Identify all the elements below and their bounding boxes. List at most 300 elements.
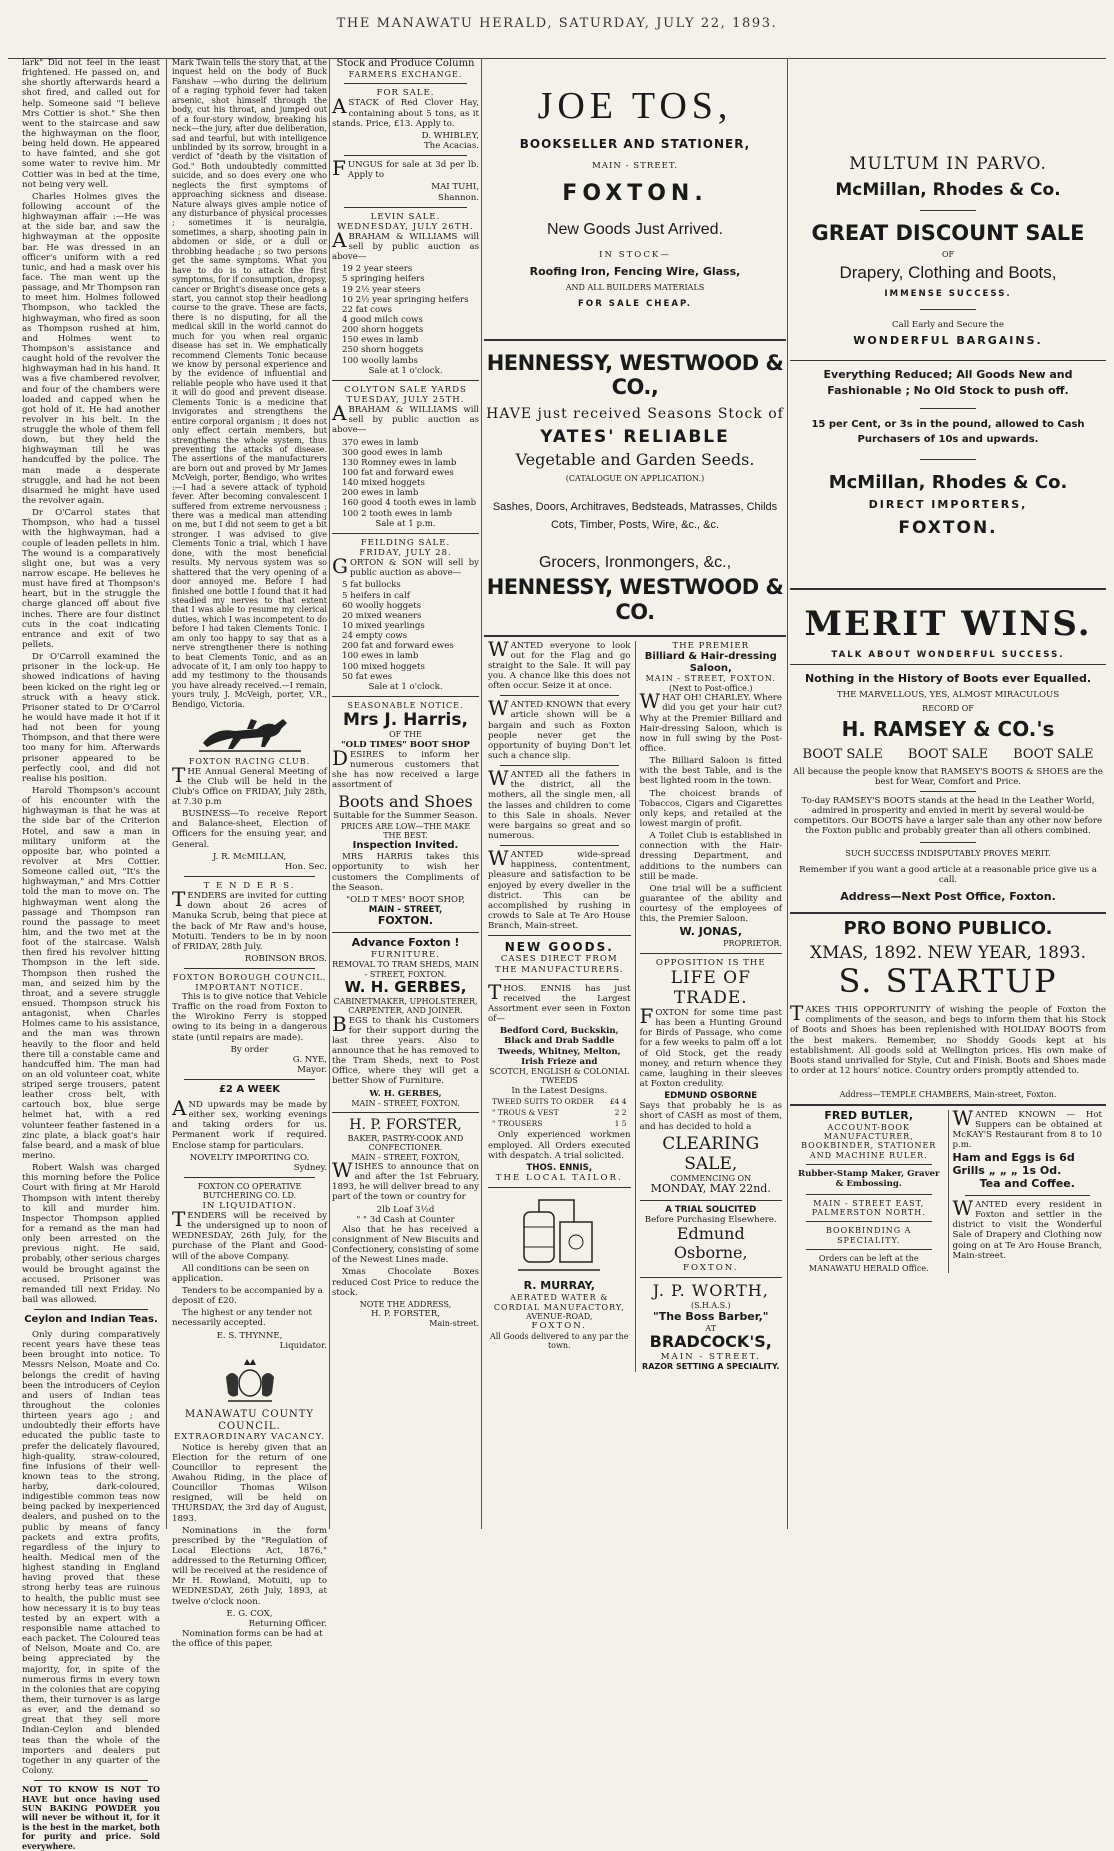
new-goods-heading: NEW GOODS.: [504, 940, 614, 955]
lot-item: 20 mixed weaners: [342, 610, 422, 621]
column-rule: [481, 58, 482, 1529]
startup-heading: S. STARTUP: [838, 962, 1058, 1001]
avenue-road: AVENUE-ROAD,: [526, 1311, 593, 1321]
seeds-heading: Vegetable and Garden Seeds.: [515, 449, 755, 469]
divider: [332, 533, 479, 534]
divider: [790, 360, 1106, 361]
butler-address: MAIN - STREET EAST, PALMERSTON NORTH.: [811, 1198, 926, 1217]
lot-item: 100 ewes in lamb: [342, 651, 419, 662]
for-sale-heading: FOR SALE.: [376, 88, 435, 99]
county-notice: Notice is hereby given that an Election for the return of one Councillor to represent the Awahou Riding, in the place of Councillor Thomas Wilson resigned, will be held on THURSDAY, the 3rd day of August, 1893.: [172, 1442, 327, 1524]
county-subheading: EXTRAORDINARY VACANCY.: [174, 1432, 325, 1443]
divider: [344, 155, 467, 156]
merit-wins-heading: MERIT WINS.: [804, 603, 1092, 644]
boot-sale-label: BOOT SALE: [907, 747, 989, 763]
lot-item: 4 good milch cows: [342, 315, 423, 326]
harris-notice: DESIRES to inform her numerous customers that she has now received a large assortment of: [332, 746, 479, 791]
nothing-equalled: Nothing in the History of Boots ever Equalled.: [804, 672, 1092, 686]
hay-ad: ASTACK of Red Clover Hay, containing about 5 tons, as it stands. Price, £13. Apply to.: [332, 94, 479, 129]
foxton-label: FOXTON.: [531, 1321, 587, 1332]
lot-item: 370 ewes in lamb: [342, 437, 419, 448]
gerbes-notice: BEGS to thank his Customers for their support during the last three years. Also to announce that he has removed to the Tram Sheds, next to Post Office, where they will get a better Show of Furniture.: [332, 1011, 479, 1087]
racing-notice: THE Annual General Meeting of the Club will be held in the Club's Office on FRIDAY, July 28th, at 7.30 p.m: [172, 762, 327, 808]
opposition-label: OPPOSITION IS THE: [655, 957, 766, 968]
trial-solicited: A TRIAL SOLICITED: [665, 1205, 757, 1216]
article-paragraph: Dr O'Carrol states that Thompson, who had a tussel with the highwayman, had a couple of leaden pellets in him. The wound is a comparatively slight one, but was a very narrow escape. He believes he must have fired at Thompson's heart, but in the struggle the charge glanced off about five inches. There are four distinct cuts in the coat indicating entrance and exit of two pellets.: [22, 508, 160, 651]
divider: [806, 1194, 932, 1195]
grills-price: Grills „ „ „ 1s Od.: [952, 1164, 1062, 1178]
scotch-line: SCOTCH, ENGLISH & COLONIAL TWEEDS: [489, 1066, 630, 1086]
divider: [920, 459, 976, 460]
inspection-heading: Inspection Invited.: [352, 840, 459, 852]
sale-time: Sale at 1 o'clock.: [368, 365, 443, 376]
county-notice: Nomination forms can be had at the office of this paper.: [172, 1629, 323, 1650]
commencing-label: COMMENCING ON: [670, 1173, 752, 1183]
billiard-address: MAIN - STREET, FOXTON.: [645, 674, 776, 684]
bookseller-label: BOOKSELLER AND STATIONER,: [519, 136, 751, 151]
clements-tonic-article: Mark Twain tells the story that, at the inquest held on the body of Buck Fanshaw —who during the delirium of a raging typhoid fever had taken arsenic, shot himself through the body, cut his throat, and jumped out of a four-story window, breaking his neck—the jury, after due deliberation, sad and tearful, but with intelligence unblinded by its sorrow, brought in a verdict of "death by the visitation of God." Both undoubtedly committed suicide, and so does every one who neglects the first symptoms of approaching sickness and disease. Nature always gives ample notice of any disturbance of physical processes ; sometimes it is neuralgia, sometimes, a sharp, shooting pain in abdomen or side, or a dull or throbbing headache ; so two persons get the same symptoms. What you have to do is to attack the first symptoms, for if consumption, dropsy, cancer or Bright's disease once gets a start, you cannot stop their headlong course to the grave. These are facts, there is no disputing, for all the medical skill in the world cannot do much for you when real organic disease has set in. We emphatically recommend Clements Tonic because we know by personal experience and by the evidence of influential and reliable people who have used it that it will do good and prevent disease. Clements Tonic is a medicine that invigorates and strengthens the entire corporal organism ; it does not only effect certain members, but strengthens the whole system, thus preventing the attacks of disease. The assertions of the manufacturers are born out and proved by Mr James McVeigh, porter, Bendigo, who writes :—I had a severe attack of typhoid fever. After becoming convalescent I suffered from extreme nervousness ; there was a medical man attending on me, but I did not seem to get a bit stronger. I was advised to give Clements Tonic a trial, which I have done, with the most beneficial results. My nervous system was so shattered that the very opening of a door annoyed me. Before I had finished one bottle I found that it had steadied my nerves to that extent that I was able to resume my clerical duties, which I was incompetent to do before I had taken Clements Tonic. I am only too happy to say that as a nerve strengthener there is nothing to beat Clements Tonic, and as an advocate of it, I am only too happy to add my testimony to the thousands you have already received.—I remain, yours truly, J. McVeigh, porter, V.R., Bendigo, Victoria.: [172, 58, 327, 709]
lot-item: 19 2½ year steers: [342, 284, 421, 295]
worth-heading: J. P. WORTH,: [652, 1281, 769, 1301]
billiard-notice: One trial will be a sufficient guarantee of the ability and courtesy of the employees of this, the Premier Saloon.: [639, 883, 782, 925]
ham-and-eggs: Ham and Eggs is 6d: [952, 1151, 1075, 1165]
coop-notice: All conditions can be seen on application.: [172, 1263, 310, 1284]
column-rule: [329, 58, 330, 1529]
lot-item: 250 shorn hoggets: [342, 345, 424, 356]
tenders-heading: T E N D E R S.: [203, 881, 296, 892]
left-ads: [484, 636, 636, 1372]
account-book-label: ACCOUNT-BOOK MANUFACTURER, BOOKBINDER, STATIONER AND MACHINE RULER.: [801, 1122, 937, 1160]
feilding-date: FRIDAY, JULY 28.: [359, 548, 452, 558]
immense-success: IMMENSE SUCCESS.: [884, 289, 1012, 300]
right-ads: [636, 641, 787, 1372]
divider: [184, 1177, 315, 1178]
levin-auction: ABRAHAM & WILLIAMS will sell by public auction as above—: [332, 227, 479, 263]
aerated-water-machine-icon: [514, 1192, 604, 1278]
bookbinding-label: BOOKBINDING A SPECIALITY.: [826, 1226, 912, 1245]
signature: ROBINSON BROS.: [244, 954, 327, 965]
forster-notice: Also that he has received a consignment of New Biscuits and Confectionery, consisting of some of the Newest Lines made.: [332, 1224, 479, 1266]
by-order: By order: [230, 1044, 269, 1055]
table-row: [490, 1109, 629, 1118]
column-3: [332, 58, 479, 1529]
in-stock-label: IN STOCK—: [599, 249, 671, 260]
signature-title: Sydney.: [293, 1162, 327, 1173]
wanted-ad: WANTED KNOWN that every article shown will be a bargain and such as Foxton people never get the opportunity of buying Don't let such a chance slip.: [488, 696, 631, 762]
divider: [500, 979, 619, 980]
divider: [500, 765, 619, 766]
colyton-date: TUESDAY, JULY 25TH.: [346, 395, 465, 406]
premier-label: THE PREMIER: [672, 640, 750, 651]
divider: [332, 380, 479, 381]
delivery-note: All Goods delivered to any par the town.: [489, 1331, 629, 1350]
masthead: THE MANAWATU HERALD, SATURDAY, JULY 22, 1893.: [336, 16, 778, 31]
fungus-ad: FUNGUS for sale at 3d per lb. Apply to: [332, 156, 479, 181]
divider: [184, 1079, 315, 1080]
ramsey-notice: To-day RAMSEY'S BOOTS stands at the head in the Leather World, admired in prosperity and envied in merit by several would-be competitors. Our BOOTS have a larger sale than any other now before the Foxton public and probably greater than all others combined.: [793, 795, 1103, 837]
signature-title: Liquidator.: [279, 1340, 327, 1351]
table-cell: 2 2: [614, 1107, 627, 1117]
article-paragraph: Only during comparatively recent years have these teas been brought into notice. To Messrs Nelson, Moate and Co. belongs the credit of having been the introducers of Ceylon and users of Indian teas throughout the colonies thirteen years ago ; and undoubtedly their efforts have educated the public taste to prefer the delicately flavoured, high-quality, straw-coloured, fine infusions of their well-known teas to the strong, harby, dark-coloured, indigestible common teas now being packed by inexperienced dealers, and pushed on to the public by means of fancy packets and extra profits, regardless of the injury to health. Medical men of the highest standing in England having proved that these strong herby teas are ruinous to health, the public must see how necessary it is to buy teas tested by an expert with a responsible name attached to each packet. The Coloured teas of Nelson, Moate and Co. are being appreciated by the majority, for, in spite of the numerous firms in every town in the colonies that are copying them, their turnover is as large as ever, and the demand so great that they sell more Indian-Ceylon and blended teas than the whole of the importers and dealers put together in any quarter of the Colony.: [22, 1329, 160, 1776]
wanted-every-ad: WANTED every resident in Foxton and settler in the district to visit the Wonderful Sale of Drapery and Clothing now going on at Te Aro House Branch, Main-street.: [952, 1196, 1102, 1261]
ennis-notice: THOS. ENNIS has just received the Largest Assortment ever seen in Foxton of—: [488, 979, 631, 1025]
signature: J. R. McMILLAN,: [212, 851, 287, 862]
lower-ads: [484, 636, 786, 1372]
table-row: [490, 1098, 629, 1107]
pro-bono-heading: PRO BONO PUBLICO.: [843, 918, 1053, 940]
colyton-heading: COLYTON SALE YARDS: [344, 384, 467, 395]
razor-note: RAZOR SETTING A SPECIALITY.: [642, 1362, 780, 1372]
before-purchasing: Before Purchasing Elsewhere.: [644, 1215, 777, 1226]
divider: [790, 588, 1106, 590]
wanted-ad: WANTED everyone to look out for the Flag and go straight to the Sale. It will pay you. A chance like this does not often occur. Seize it at once.: [488, 636, 631, 692]
call-early: Call Early and Secure the: [892, 320, 1004, 331]
fabrics-line: Bedford Cord, Buckskin, Black and Drab Saddle Tweeds, Whitney, Melton, Irish Frieze and: [497, 1026, 621, 1067]
coop-notice: The highest or any tender not necessarily accepted.: [172, 1308, 313, 1329]
ramsey-address: Address—Next Post Office, Foxton.: [840, 890, 1056, 904]
billiard-notice: WHAT OH! CHARLEY. Where did you get your hair cut? Why at the Premier Billiard and Hair-dressing Saloon, which is now in full swing by the Post-office.: [639, 689, 782, 754]
coop-notice: Tenders to be accompanied by a deposit of £20.: [172, 1285, 323, 1307]
harris-heading: Mrs J. Harris,: [343, 710, 468, 731]
feilding-heading: FEILDING SALE.: [360, 537, 451, 548]
borough-notice: This is to give notice that Vehicle Traffic on the road from Foxton to the Wirokino Ferry is stopped owing to its being in a dangerous state (until repairs are made).: [172, 992, 327, 1043]
divider: [965, 1195, 1091, 1196]
royal-crest-icon: [220, 1355, 280, 1405]
lot-item: 150 ewes in lamb: [342, 335, 419, 346]
osborne-heading: EDMUND OSBORNE: [664, 1091, 758, 1102]
divider: [806, 1221, 932, 1222]
removal-notice: REMOVAL TO TRAM SHEDS, MAIN - STREET, FOXTON.: [332, 960, 479, 979]
of-the: OF THE: [389, 730, 422, 740]
column-2: [172, 58, 327, 1650]
county-notice: Nominations in the form prescribed by the "Regulation of Local Elections Act, 1876," addressed to the Returning Officer, will be received at the residence of Mr H. Rowland, Motuiti, up to WEDNESDAY, 26th July, 1893, at twelve o'clock noon.: [172, 1525, 327, 1607]
divider: [500, 845, 619, 846]
seasonable-heading: SEASONABLE NOTICE.: [347, 700, 464, 710]
stock-column-heading: Stock and Produce Column: [336, 58, 475, 69]
colyton-auction: ABRAHAM & WILLIAMS will sell by public auction as above—: [332, 401, 479, 436]
foxton-label: FOXTON.: [377, 914, 434, 928]
loaf-price: 2lb Loaf 3½d: [376, 1204, 435, 1215]
table-cell: £4 4: [609, 1096, 627, 1106]
signature-title: The Acacias.: [423, 140, 479, 151]
table-cell: " TROUS & VEST: [492, 1107, 559, 1117]
lot-item: 10 mixed yearlings: [342, 620, 425, 631]
divider: [640, 1277, 783, 1278]
direct-importers: DIRECT IMPORTERS,: [868, 497, 1028, 511]
monday-date: MONDAY, MAY 22nd.: [650, 1182, 771, 1196]
forster-address: MAIN - STREET, FOXTON,: [351, 1152, 460, 1162]
divider: [920, 309, 976, 310]
advance-heading: Advance Foxton !: [351, 936, 460, 950]
article-paragraph: Charles Holmes gives the following account of the highwayman affair :—He was at the side bar, and saw the highwayman at the opposite bar. He was dressed in an officer's uniform with a red tunic, and had a mask over his face. The man went up the passage, and Mr Thompson ran to meet him. Holmes followed Thompson, who tackled the highwayman, who fired as soon as Thompson rushed at him, and Holmes went to Thompson's assistance and caught hold of the revolver the highwayman had in his hand. It was a five chambered revolver, and four of the chambers were loaded and capped when he got hold of it. He had another revolver in his belt. In the struggle the whole of them fell down, but they held the highwayman till he was handcuffed by the police. The man made a desperate struggle, and had he not been disarmed he might have used the revolver again.: [22, 191, 160, 507]
lot-item: 100 2 tooth ewes in lamb: [342, 508, 453, 519]
hennessy-heading: HENNESSY, WESTWOOD & CO.,: [486, 350, 784, 400]
foxton-label: FOXTON.: [898, 517, 998, 538]
ennis-notice: Only experienced workmen employed. All Orders executed with despatch. A trial solicited.: [488, 1130, 631, 1161]
divider: [332, 932, 479, 933]
main-street: MAIN - STREET,: [368, 904, 443, 915]
lot-item: 200 ewes in lamb: [342, 488, 419, 499]
divider: [806, 1249, 932, 1250]
lot-item: 100 woolly lambs: [342, 355, 418, 366]
ennis-signature: THOS. ENNIS,: [526, 1162, 593, 1173]
divider: [920, 842, 976, 843]
discount-offer: 15 per Cent, or 3s in the pound, allowed to Cash Purchasers of 10s and upwards.: [811, 418, 1085, 445]
loaf-price: " " 3d Cash at Counter: [356, 1214, 455, 1225]
remember-line: Remember if you want a good article at a reasonable price give us a call.: [799, 864, 1097, 885]
lot-item: 24 empty cows: [342, 631, 408, 642]
divider: [500, 695, 619, 696]
boss-barber: "The Boss Barber,": [652, 1309, 769, 1323]
sale-cheap: FOR SALE CHEAP.: [578, 298, 692, 309]
ramsey-notice: All because the people know that RAMSEY'S BOOTS & SHOES are the best for Wear, Comfort and Price.: [793, 766, 1103, 787]
aerated-label: AERATED WATER & CORDIAL MANUFACTORY,: [493, 1293, 625, 1312]
article-paragraph: Harold Thompson's account of his encounter with the highwayman is that he was at the side bar of the Criterion Hotel, and saw a man in military uniform at the opposite bar, who pointed a revolver at Mrs Cottier. Someone called out, "It's the highwayman," and Mrs Cottier told the man to move on. The highwayman went along the passage and Thompson ran round the passage to meet him, and the two met at the foot of the staircase. Walsh then fired his revolver hitting Thompson in the left side. Thompson then rushed the man, and seized him by the throat, and a severe struggle ensued. Thompson struck his antagonist, when Charles Holmes came to his assistance, and the man was thrown heavily to the floor and held there till a constable came and handcuffed him. The man had on an old volunteer coat, white striped serge trousers, patent leather cross belt, with cartouch box, blue serge helmet hat, with a red volunteer feather fastened in a zinc plate, a black goat's hair false beard, and a mask of blue merino.: [22, 785, 160, 1162]
gerbes-heading: W. H. GERBES,: [344, 978, 467, 997]
feilding-lot-list: [332, 580, 479, 681]
divider: [344, 83, 467, 84]
signature: E. G. COX,: [226, 1608, 273, 1619]
record-of: RECORD OF: [922, 704, 974, 714]
lot-item: 100 fat and forward ewes: [342, 468, 454, 479]
billiard-notice: The Billiard Saloon is fitted with the best Table, and is the best lighted room in the town.: [639, 756, 782, 787]
billiard-notice: A Toilet Club is established in connection with the Hair-dressing Department, and additions to the numbers can still be made.: [639, 831, 782, 882]
boot-sale-label: BOOT SALE: [1013, 747, 1094, 763]
table-cell: TWEED SUITS TO ORDER: [492, 1096, 594, 1106]
lot-item: 200 shorn hoggets: [342, 325, 424, 336]
forster-notice: Xmas Chocolate Boxes reduced Cost Price to reduce the stock.: [332, 1267, 479, 1298]
week-notice: AND upwards may be made by either sex, working evenings and taking orders for us. Permanent work if required. Enclose stamp for particulars.: [172, 1095, 327, 1151]
gerbes-address: MAIN - STREET, FOXTON.: [351, 1098, 460, 1108]
everything-reduced: Everything Reduced; All Goods New and Fashionable ; No Old Stock to push off.: [823, 367, 1073, 398]
latest-designs: In the Latest Designs.: [511, 1085, 608, 1096]
divider: [488, 935, 631, 936]
mcmillan-heading: McMillan, Rhodes & Co.: [828, 471, 1068, 493]
sale-time: Sale at 1 p.m.: [375, 518, 436, 529]
wonderful-bargains: WONDERFUL BARGAINS.: [853, 333, 1043, 347]
life-of-trade-heading: LIFE OF TRADE.: [670, 967, 751, 1008]
signature-title: Hon. Sec.: [284, 861, 327, 872]
multum-heading: MULTUM IN PARVO.: [849, 154, 1047, 174]
signature: MAI TUHI,: [431, 182, 479, 193]
signature-title: Shannon.: [437, 192, 479, 203]
colyton-lot-list: [332, 438, 479, 519]
drapery-heading: Drapery, Clothing and Boots,: [839, 263, 1057, 283]
foxton-label: FOXTON.: [683, 1263, 739, 1274]
signature: NOVELTY IMPORTING CO.: [189, 1152, 310, 1163]
such-success: SUCH SUCCESS INDISPUTABLY PROVES MERIT.: [845, 849, 1051, 859]
builders-line: AND ALL BUILDERS MATERIALS: [565, 283, 705, 293]
coop-heading: FOXTON CO OPERATIVE BUTCHERING CO. LD.: [197, 1181, 302, 1201]
baking-powder-ad: NOT TO KNOW IS NOT TO HAVE but once having used SUN BAKING POWDER you will never be without it, for it is the best in the market, both for purity and price. Sold everywhere.: [22, 1784, 160, 1851]
lot-item: 5 fat bullocks: [342, 580, 401, 591]
osborne-notice: FOXTON for some time past has been a Hunting Ground for Birds of Passage, who come for a few weeks to palm off a lot of Old Stock, get the ready money, and return whence they came, laughing in their sleeves at Foxton credulity.: [639, 1003, 782, 1089]
divider: [920, 791, 976, 792]
article-paragraph: Dr O'Carroll examined the prisoner in the lock-up. He showed indications of having been kicked on the right leg or struck with a heavy stick. Prisoner stated to Dr O'Carrol he would have made it hot if it had not been for young Thompson, and that there were too many for him. Afterwards prisoner appeared to be perfectly cool, and did not realise his position.: [22, 652, 160, 784]
divider: [806, 1164, 932, 1165]
marvellous-line: THE MARVELLOUS, YES, ALMOST MIRACULOUS: [836, 690, 1060, 701]
column-4: [484, 58, 786, 1529]
divider: [920, 210, 976, 211]
racing-business: BUSINESS—To receive Report and Balance-sheet, Election of Officers for the ensuing year, and General.: [172, 809, 327, 850]
divider: [34, 1309, 148, 1310]
divider: [484, 635, 786, 637]
divider: [332, 1112, 479, 1113]
divider: [640, 953, 783, 954]
suit-price-table: [488, 1096, 631, 1131]
lot-item: 300 good ewes in lamb: [342, 447, 443, 458]
old-times-shop: "OLD T MES" BOOT SHOP,: [346, 894, 465, 905]
tea-coffee: Tea and Coffee.: [979, 1177, 1075, 1191]
divider: [184, 968, 315, 969]
lot-item: 19 2 year steers: [342, 264, 413, 275]
lot-item: 160 good 4 tooth ewes in lamb: [342, 498, 477, 509]
of-label: OF: [941, 249, 955, 259]
orders-note: Orders can be left at the MANAWATU HERALD Office.: [808, 1254, 929, 1273]
forster-street: Main-street.: [429, 1319, 479, 1329]
wanted-known-ad: WANTED KNOWN — Hot Suppers can be obtained at McKAY'S Restaurant from 8 to 10 p.m.: [952, 1105, 1102, 1150]
forster-notice: WISHES to announce that on and after the 1st February, 1893, he will deliver bread to any part of the town or country for: [332, 1158, 479, 1203]
osborne-signature: Edmund Osborne,: [673, 1224, 748, 1263]
prices-note: PRICES ARE LOW—THE MAKE THE BEST.: [340, 821, 471, 841]
hennessy-heading: HENNESSY, WESTWOOD & CO.: [486, 575, 784, 624]
table-row: [490, 1120, 629, 1129]
lot-item: 100 mixed hoggets: [342, 661, 425, 672]
lot-item: 60 woolly hoggets: [342, 600, 422, 611]
divider: [790, 912, 1106, 914]
billiard-notice: The choicest brands of Tobaccos, Cigars and Cigarettes only keps, and retailed at the lowest margin of profit.: [639, 788, 782, 829]
divider: [920, 408, 976, 409]
joe-tos-heading: JOE TOS,: [537, 85, 733, 127]
racing-club-heading: FOXTON RACING CLUB.: [188, 757, 311, 767]
wanted-ad: WANTED all the fathers in the district, all the mothers, all the single men, all the lasses and children to come to this Sale in shoals. Never were bargains so great and so numerous.: [488, 766, 631, 842]
signature-title: Returning Officer.: [248, 1618, 327, 1629]
tenders-notice: TENDERS are invited for cutting down about 26 acres of Manuka Scrub, being that piece at the back of Mr Raw and's house, Motuiti. Tenders to be in by noon of FRIDAY, 28th July.: [172, 887, 327, 952]
signature: E. S. THYNNE,: [216, 1330, 283, 1341]
foxton-label: FOXTON.: [562, 181, 708, 207]
sashes-line: Sashes, Doors, Architraves, Bedsteads, Matrasses, Childs Cots, Timber, Posts, Wire, &c., &c.: [492, 501, 778, 531]
column-1: [22, 58, 160, 1851]
bottom-ads: [790, 1105, 1106, 1274]
county-heading: MANAWATU COUNTY COUNCIL.: [184, 1408, 315, 1432]
gerbes-signature: W. H. GERBES,: [369, 1088, 442, 1099]
signature: G. NYE,: [292, 1054, 327, 1065]
mckay-ad: [949, 1105, 1107, 1274]
harris-notice: MRS HARRIS takes this opportunity to wish her customers the Compliments of the Season.: [332, 852, 479, 893]
furniture-heading: FURNITURE.: [370, 950, 441, 961]
lot-item: 5 springing heifers: [342, 274, 425, 285]
week-heading: £2 A WEEK: [218, 1084, 281, 1096]
article-paragraph: Robert Walsh was charged this morning before the Police Court with firing at Mr Harold Thompson with intent thereby to kill and murder him. Inspector Thompson applied for a remand as the man had only been arrested on the previous night. He said, probably, other serious charges would be brought against the accused. Prisoner was remanded till next Friday. No bail was allowed.: [22, 1163, 160, 1306]
talk-success: TALK ABOUT WONDERFUL SUCCESS.: [831, 649, 1065, 660]
levin-heading: LEVIN SALE.: [370, 211, 441, 222]
ramsey-heading: H. RAMSEY & CO.'s: [841, 716, 1055, 741]
farmers-exchange: FARMERS EXCHANGE.: [348, 69, 463, 79]
new-goods-heading: New Goods Just Arrived.: [546, 221, 724, 239]
coop-subheading: IN LIQUIDATION.: [202, 1200, 297, 1211]
divider: [640, 1200, 783, 1201]
yates-heading: YATES' RELIABLE: [540, 426, 730, 447]
divider: [790, 1104, 1106, 1106]
borough-heading: FOXTON BOROUGH COUNCIL.: [172, 973, 327, 983]
wanted-ad: WANTED wide-spread happiness, contentment, pleasure and satisfaction to be enjoyed by every dweller in the district. This can be accomplished by rushing in crowds to Sale at Te Aro House Branch, Main-street.: [488, 846, 631, 932]
have-received: HAVE just received Seasons Stock of: [486, 406, 784, 423]
divider: [484, 339, 786, 341]
boot-sale-banner: [790, 747, 1106, 762]
lot-item: 130 Romney ewes in lamb: [342, 457, 457, 468]
main-street: MAIN - STREET.: [660, 1351, 761, 1362]
butler-heading: FRED BUTLER,: [824, 1108, 914, 1122]
signature-title: Mayor.: [297, 1065, 327, 1076]
boot-sale-label: BOOT SALE: [802, 747, 883, 763]
tea-headline: Ceylon and Indian Teas.: [24, 1314, 158, 1326]
column-rule: [166, 58, 167, 1529]
racehorse-icon: [195, 713, 305, 753]
feilding-auction: GORTON & SON will sell by public auction as above—: [332, 554, 479, 579]
lot-item: 200 fat and forward ewes: [342, 641, 454, 652]
article-paragraph: lark" Did not feel in the least frightened. He passed on, and she shortly afterwards heard a shot fired, and called out for help. Someone said "I believe Mrs Cottier is shot." She then went to the staircase and saw the highwayman on the floor, being held down. He appeared to have fainted, and she got some water to revive him. Mr Cottier was in bed at the time, not being very well.: [22, 58, 160, 190]
lot-item: 10 2½ year springing heifers: [342, 294, 469, 305]
sale-time: Sale at 1 o'clock.: [368, 681, 443, 692]
grocers-heading: Grocers, Ironmongers, &c.,: [538, 554, 732, 572]
table-cell: 1 5: [614, 1118, 627, 1128]
lot-item: 50 fat ewes: [342, 671, 393, 682]
butler-ad: [790, 1110, 949, 1274]
tailor-label: THE LOCAL TAILOR.: [495, 1172, 623, 1183]
xmas-heading: XMAS, 1892. NEW YEAR, 1893.: [809, 943, 1087, 964]
lot-item: 22 fat cows: [342, 304, 392, 315]
rubber-stamp-label: Rubber-Stamp Maker, Graver & Embossing.: [797, 1169, 940, 1190]
cabinetmaker-label: CABINETMAKER, UPHOLSTERER, CARPENTER, AND JOINER.: [333, 996, 478, 1016]
next-post-office: (Next to Post-office.): [668, 683, 753, 693]
at-label: AT: [705, 1323, 717, 1333]
lot-item: 5 heifers in calf: [342, 590, 410, 601]
clearing-sale-heading: CLEARING SALE,: [662, 1133, 760, 1174]
note-address: NOTE THE ADDRESS,: [359, 1299, 452, 1309]
column-rule: [787, 58, 788, 1529]
baker-label: BAKER, PASTRY-COOK AND CONFECTIONER.: [347, 1133, 464, 1153]
murray-heading: R. MURRAY,: [523, 1279, 595, 1293]
roofing-line: Roofing Iron, Fencing Wire, Glass,: [529, 265, 741, 279]
divider: [34, 1780, 148, 1781]
bradcock-heading: BRADCOCK'S,: [649, 1332, 772, 1352]
startup-notice: TAKES THIS OPPORTUNITY of wishing the people of Foxton the compliments of the season, and begs to inform them that his Stock of Boots and Shoes has been replenished with HOLIDAY BOOTS from the best makers. Remember, no Shoddy Goods kept at his establishment. All goods sold at Wellington prices. His own make of Boots stand unrivalled for Style, Cut and Finish. Boots and Shoes made to order at 12 hours' notice. Country orders promptly attended to.: [790, 1001, 1106, 1076]
shas-label: (S.H.A.S.): [690, 1301, 731, 1311]
lot-item: 140 mixed hoggets: [342, 478, 425, 489]
divider: [344, 207, 467, 208]
catalogue-note: (CATALOGUE ON APPLICATION.): [565, 473, 705, 483]
borough-subheading: IMPORTANT NOTICE.: [195, 982, 304, 992]
mcmillan-heading: McMillan, Rhodes & Co.: [835, 180, 1061, 201]
jonas-signature: W. JONAS,: [679, 925, 742, 939]
divider: [184, 876, 315, 877]
main-street: MAIN - STREET.: [591, 160, 679, 171]
discount-sale-heading: GREAT DISCOUNT SALE: [811, 221, 1085, 246]
old-times-shop: "OLD TIMES" BOOT SHOP: [341, 739, 470, 750]
forster-heading: H. P. FORSTER,: [349, 1117, 462, 1134]
divider: [488, 1187, 631, 1188]
levin-lot-list: [332, 264, 479, 365]
boots-heading: Boots and Shoes: [338, 791, 473, 811]
divider: [332, 696, 479, 697]
column-5: [790, 58, 1106, 1529]
cases-line: CASES DIRECT FROM THE MANUFACTURERS.: [495, 954, 624, 975]
table-cell: " TROUSERS: [492, 1118, 543, 1128]
osborne-notice: Says that probably he is as short of CASH as most of them, and has decided to hold a: [639, 1101, 782, 1132]
signature: D. WHIBLEY,: [421, 130, 479, 141]
forster-signature: H. P. FORSTER,: [370, 1309, 441, 1320]
temple-address: Address—TEMPLE CHAMBERS, Main-street, Foxton.: [839, 1090, 1057, 1100]
